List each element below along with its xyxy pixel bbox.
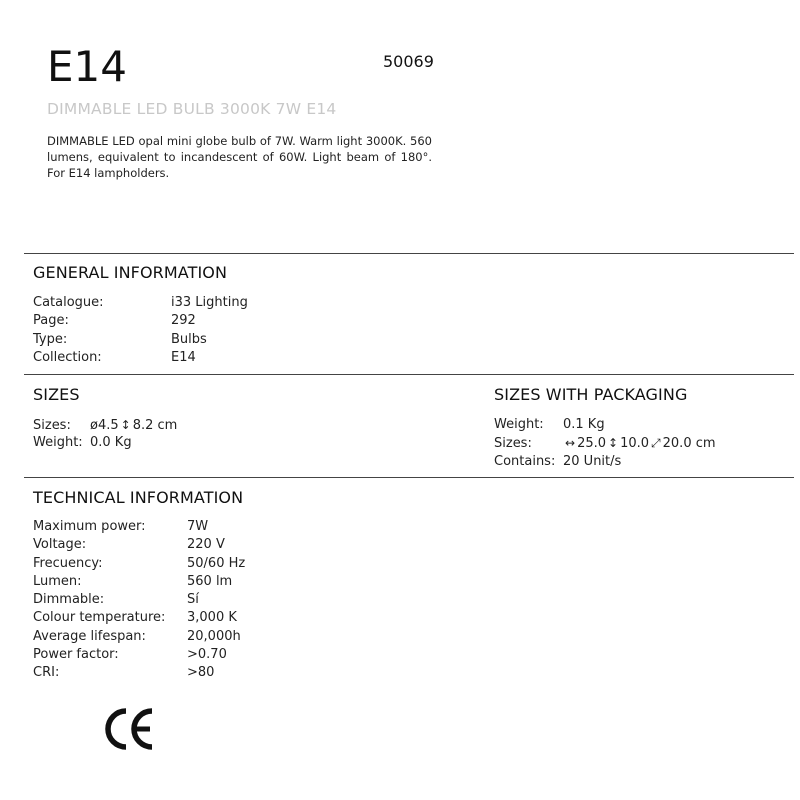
row-label: Maximum power:	[33, 519, 146, 534]
product-description: DIMMABLE LED opal mini globe bulb of 7W. Warm light 3000K. 560 lumens, equivalent to incandescent of 60W. Light beam of 180°. For E14 lampholders.	[47, 134, 432, 180]
row-value: 3,000 K	[187, 610, 237, 626]
row-value: >80	[187, 665, 215, 681]
technical-row	[33, 518, 245, 536]
packaging-list	[494, 416, 716, 471]
row-value: 560 lm	[187, 573, 233, 589]
section-divider	[24, 374, 794, 375]
row-label: Catalogue:	[33, 295, 104, 310]
row-value: 7W	[187, 519, 209, 534]
row-value: >0.70	[187, 647, 227, 663]
packaging-row-contains	[494, 453, 716, 471]
general-row-type	[33, 331, 248, 349]
row-label: Page:	[33, 313, 69, 329]
row-label: Frecuency:	[33, 555, 103, 571]
row-label: Weight:	[33, 435, 83, 451]
contains-value: 20 Unit/s	[563, 453, 622, 469]
vertical-arrow-icon: ↕	[120, 418, 131, 432]
row-value: Sí	[187, 592, 199, 608]
row-label: CRI:	[33, 665, 60, 681]
row-value: Bulbs	[171, 331, 207, 347]
row-label: Power factor:	[33, 647, 119, 663]
packaging-heading: SIZES WITH PACKAGING	[494, 385, 688, 404]
row-label: Lumen:	[33, 573, 82, 589]
general-row-catalogue	[33, 294, 248, 312]
packaging-row-weight	[494, 416, 716, 434]
general-info-list	[33, 294, 248, 367]
general-row-collection	[33, 349, 248, 367]
row-value: 20,000h	[187, 628, 241, 644]
sizes-row-weight	[33, 434, 177, 452]
row-label: Sizes:	[33, 418, 71, 433]
row-label: Collection:	[33, 349, 102, 365]
technical-info-heading: TECHNICAL INFORMATION	[33, 488, 244, 507]
diameter-value: ø4.5	[90, 418, 119, 433]
technical-row	[33, 573, 245, 591]
height-value: 10.0	[620, 436, 650, 452]
width-value: 25.0	[577, 436, 607, 452]
row-label: Colour temperature:	[33, 610, 166, 626]
general-info-heading: GENERAL INFORMATION	[33, 263, 228, 282]
technical-row	[33, 591, 245, 609]
sizes-heading: SIZES	[33, 385, 80, 404]
technical-row	[33, 664, 245, 682]
vertical-arrow-icon: ↕	[608, 436, 619, 451]
technical-row	[33, 536, 245, 554]
row-value: 50/60 Hz	[187, 555, 246, 571]
section-divider	[24, 477, 794, 478]
height-value: 8.2 cm	[132, 418, 178, 433]
technical-row	[33, 609, 245, 627]
packaging-row-dimensions	[494, 434, 716, 452]
weight-value: 0.1 Kg	[563, 417, 605, 432]
technical-row	[33, 628, 245, 646]
product-reference: 50069	[383, 52, 434, 71]
row-label: Dimmable:	[33, 592, 105, 608]
row-label: Sizes:	[494, 436, 532, 452]
ce-mark-icon	[104, 706, 156, 752]
row-label: Type:	[33, 331, 68, 347]
row-label: Contains:	[494, 453, 556, 469]
row-label: Voltage:	[33, 537, 87, 553]
row-value: i33 Lighting	[171, 295, 248, 310]
weight-value: 0.0 Kg	[90, 435, 132, 451]
product-title: E14	[47, 42, 127, 91]
row-value: E14	[171, 349, 196, 365]
sizes-row-dimensions	[33, 416, 177, 434]
row-value: 220 V	[187, 537, 225, 553]
diagonal-arrow-icon: ⤢	[651, 436, 661, 451]
general-row-page	[33, 312, 248, 330]
product-subtitle: DIMMABLE LED BULB 3000K 7W E14	[47, 100, 337, 118]
depth-value: 20.0 cm	[662, 436, 716, 452]
row-value: 292	[171, 313, 196, 329]
horizontal-arrow-icon: ↔	[565, 436, 576, 451]
row-label: Weight:	[494, 417, 544, 432]
technical-row	[33, 646, 245, 664]
technical-info-list	[33, 518, 245, 683]
sizes-list	[33, 416, 177, 453]
section-divider	[24, 253, 794, 254]
technical-row	[33, 555, 245, 573]
row-label: Average lifespan:	[33, 628, 146, 644]
